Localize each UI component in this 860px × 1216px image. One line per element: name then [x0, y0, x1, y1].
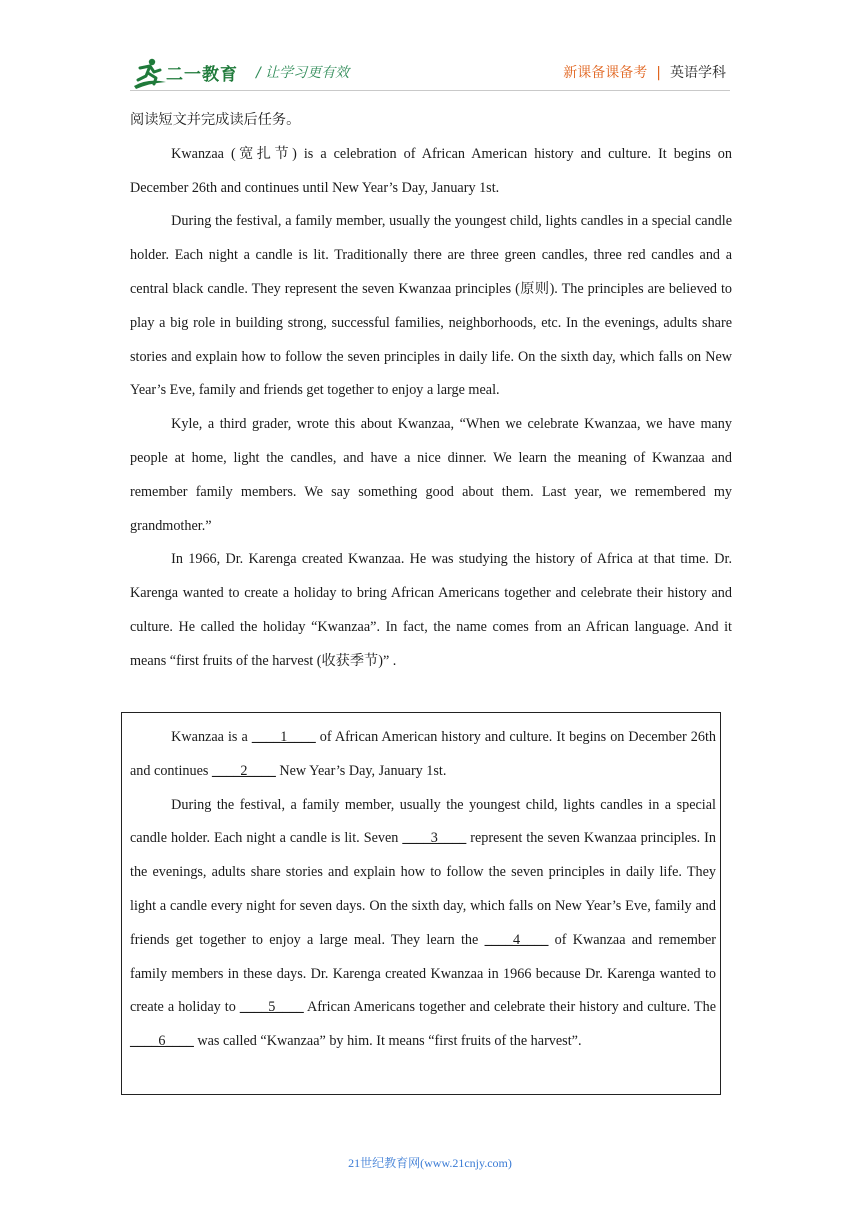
reading-section: [130, 104, 732, 679]
footer-source: 21世纪教育网(www.21cnjy.com): [348, 1156, 512, 1170]
passage-paragraph: Kwanzaa (宽扎节) is a celebration of African American history and culture. It begins on December 26th and continues until New Year’s Day, January 1st.: [130, 145, 732, 196]
blank-1[interactable]: ____1____: [251, 729, 316, 745]
summary-text: of Kwanzaa and remember family members in these days. Dr. Karenga created Kwanzaa in 1966 because Dr. Karenga wanted to create a holiday to: [130, 931, 716, 1016]
header-separator: |: [656, 65, 661, 81]
summary-text: represent the seven Kwanzaa principles. In the evenings, adults share stories and explain how to follow the seven principles in daily life. They light a candle every night for seven days. On the sixth day, which falls on New Year’s Eve, family and friends get together to enjoy a large meal. They learn the: [130, 830, 717, 948]
passage-paragraph: Kyle, a third grader, wrote this about Kwanzaa, “When we celebrate Kwanzaa, we have many people at home, light the candles, and have a nice dinner. We learn the meaning of Kwanzaa and remember family members. We say something good about them. Last year, we remembered my grandmother.”: [130, 416, 732, 534]
summary-text: Kwanzaa is a: [171, 729, 252, 745]
header-divider: [130, 90, 730, 91]
summary-text: New Year’s Day, January 1st.: [275, 762, 447, 779]
page-header: [130, 56, 730, 92]
summary-text: During the festival, a family member, usually the youngest child, lights candles in a special candle holder. Each night a candle is lit. Seven: [130, 796, 716, 847]
logo: [130, 56, 242, 90]
summary-paragraph: [130, 721, 716, 789]
summary-box: [121, 712, 721, 1095]
blank-6[interactable]: ____6____: [130, 1033, 194, 1050]
passage-paragraph: In 1966, Dr. Karenga created Kwanzaa. He was studying the history of Africa at that time. Dr. Karenga wanted to create a holiday to bring African Americans together and celebrate their history and culture. He called the holiday “Kwanzaa”. In fact, the name comes from an African language. And it means “first fruits of the harvest (收获季节)” .: [130, 551, 732, 669]
header-tag-prep: 新课备课备考: [563, 65, 648, 81]
summary-text: of African American history and culture. It begins on December 26th and continues: [130, 729, 716, 779]
summary-text: African Americans together and celebrate their history and culture. The: [303, 999, 716, 1016]
summary-paragraph: [130, 789, 716, 1059]
summary-text: was called “Kwanzaa” by him. It means “first fruits of the harvest”.: [193, 1033, 582, 1050]
instruction: 阅读短文并完成读后任务。: [130, 112, 301, 128]
blank-3[interactable]: ____3____: [402, 830, 467, 847]
header-tag-subject: 英语学科: [670, 65, 726, 81]
passage-paragraph: During the festival, a family member, usually the youngest child, lights candles in a special candle holder. Each night a candle is lit. Traditionally there are three green candles, three red candles and a central black candle. They represent the seven Kwanzaa principles (原则). The principles are believed to play a big role in building strong, successful families, neighborhoods, etc. In the evenings, adults share stories and explain how to follow the seven principles in daily life. On the sixth day, which falls on New Year’s Eve, family and friends get together to enjoy a large meal.: [130, 213, 732, 399]
logo-text: 二一教育: [166, 65, 238, 85]
runner-logo-icon: [130, 56, 170, 90]
blank-5[interactable]: ____5____: [239, 999, 304, 1016]
slogan: / 让学习更有效: [256, 65, 350, 81]
blank-2[interactable]: ____2____: [211, 762, 276, 779]
header-subject: [563, 62, 726, 82]
blank-4[interactable]: ____4____: [484, 931, 549, 948]
